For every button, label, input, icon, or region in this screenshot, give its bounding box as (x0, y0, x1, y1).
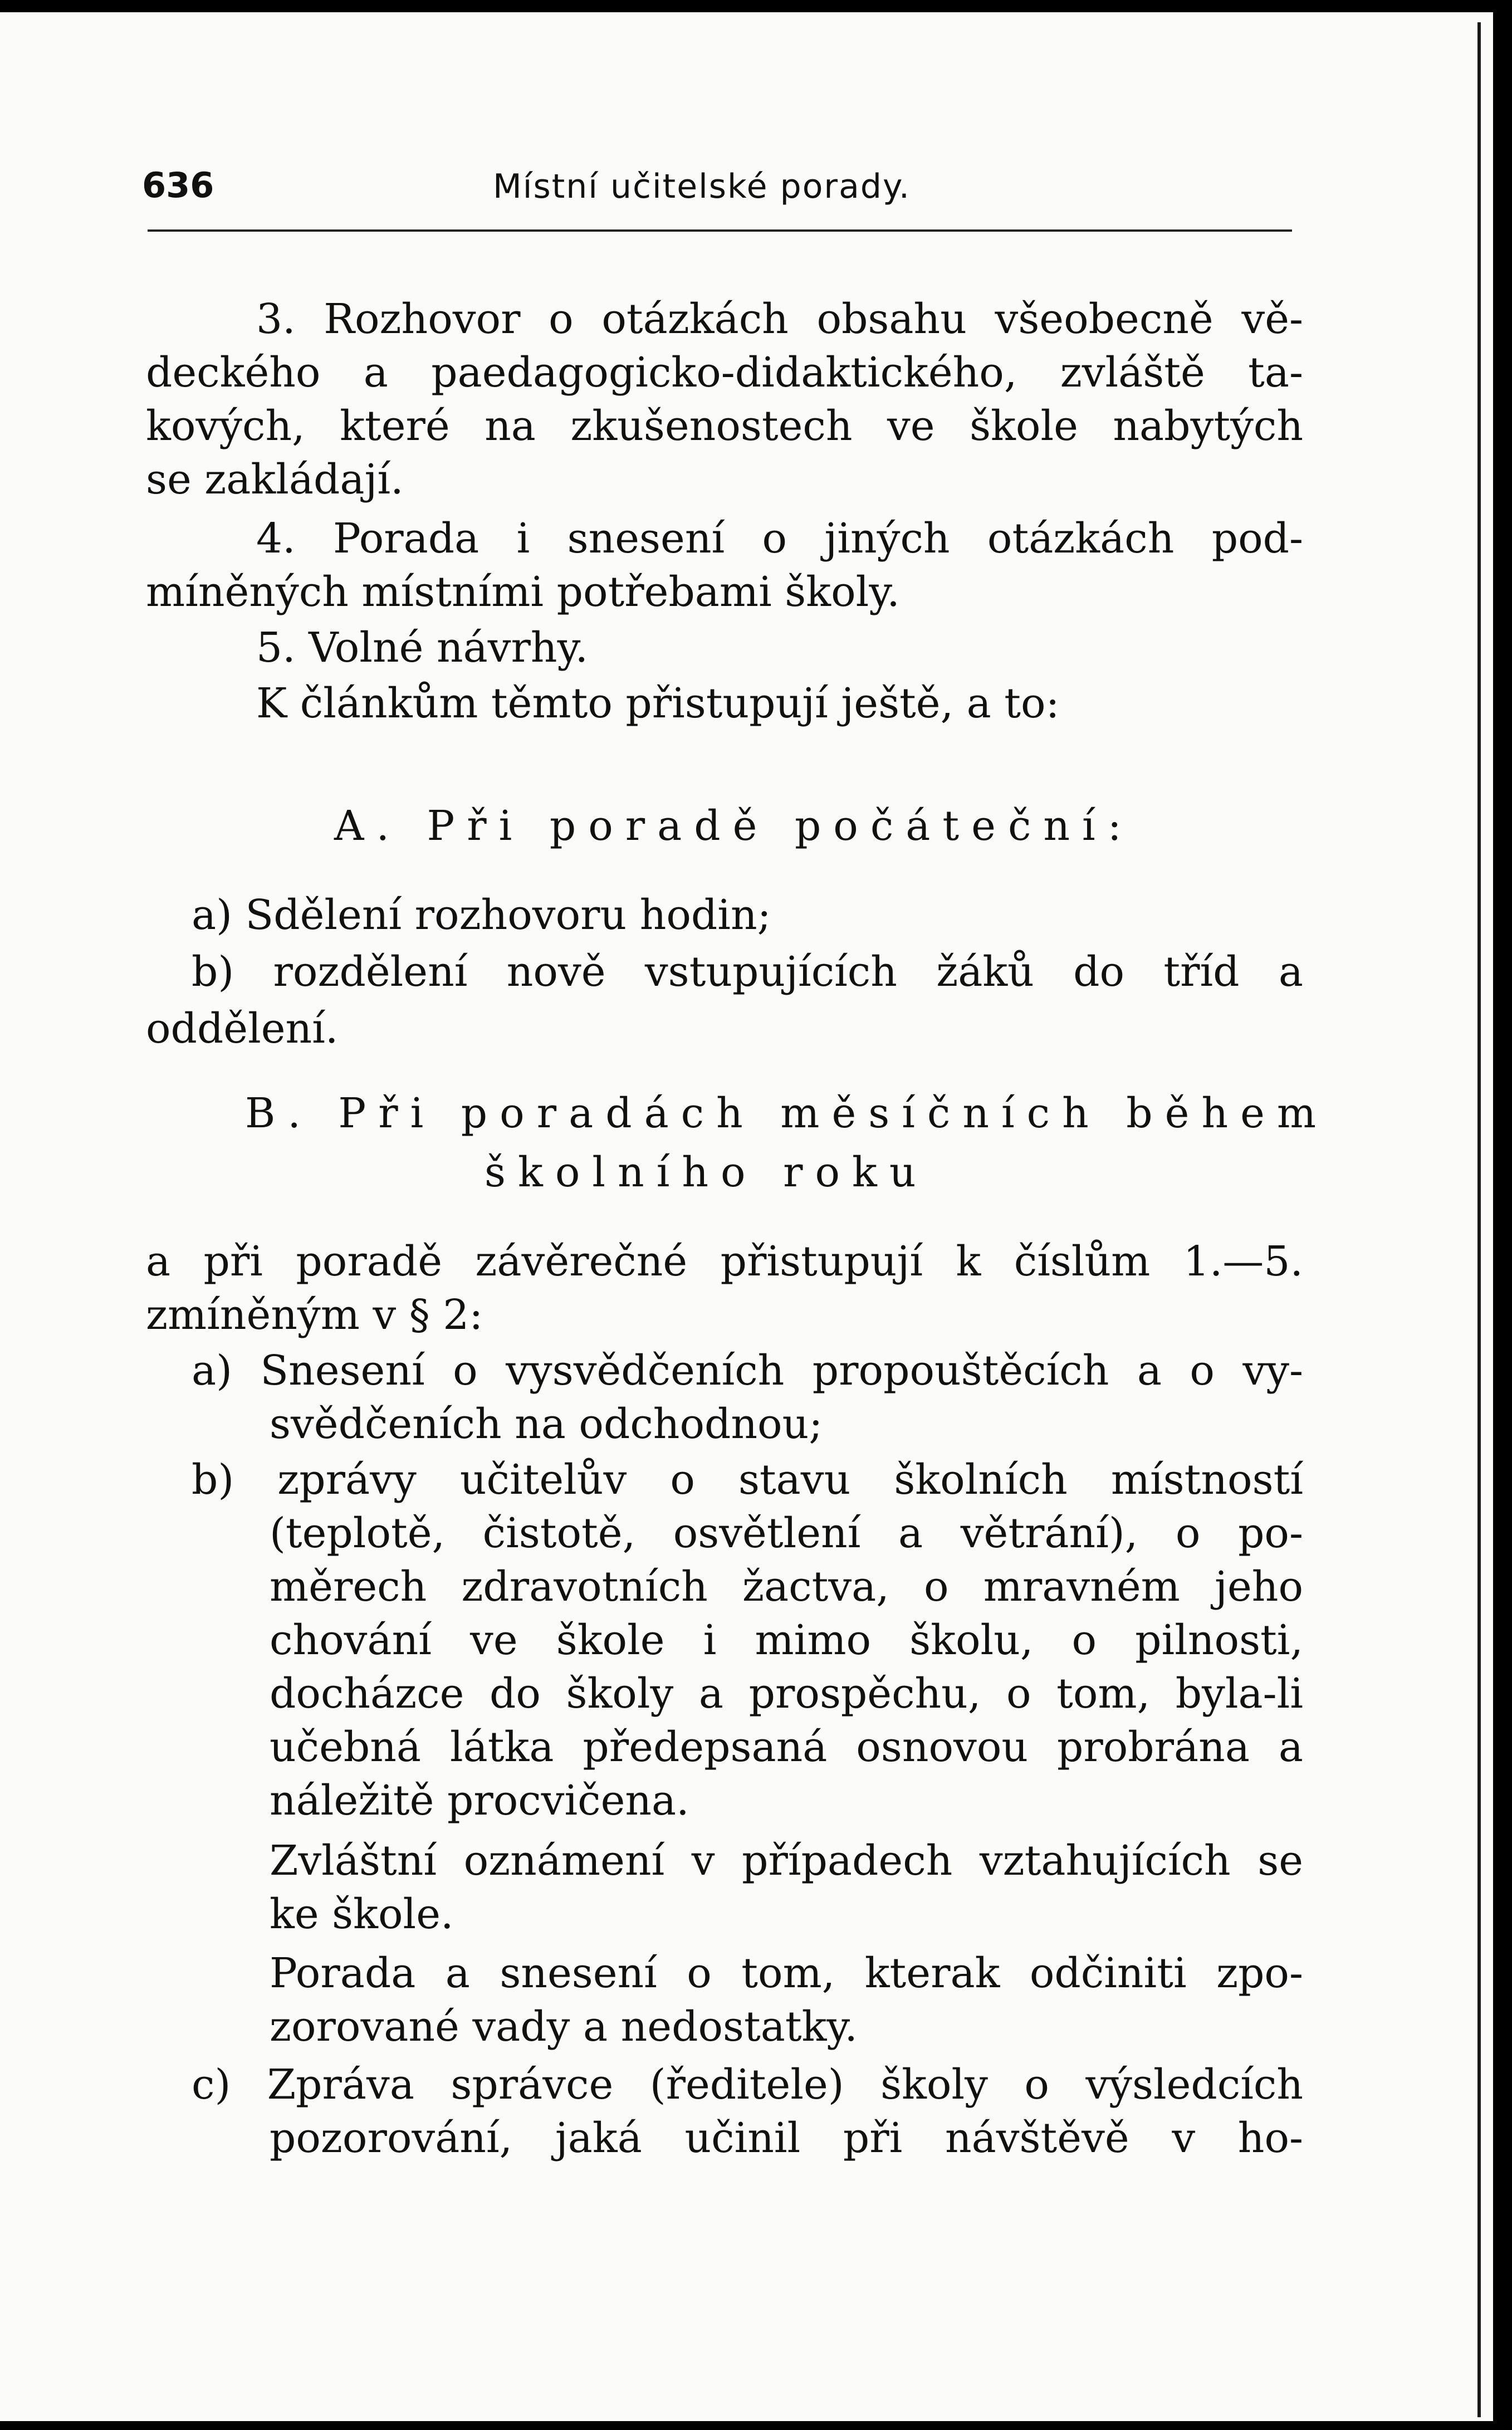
page-number: 636 (142, 165, 214, 206)
section-heading-a: A. Při poradě počáteční: (334, 802, 1134, 850)
text-line: Porada a snesení o tom, kterak odčiniti zpo- (270, 1949, 1303, 1997)
header-rule (148, 229, 1292, 232)
text-line: se zakládají. (146, 456, 404, 503)
list-item: a) Snesení o vysvědčeních propouštěcích a o vy- (192, 1347, 1303, 1395)
scan-edge-bottom (0, 2421, 1512, 2430)
text-line: učebná látka předepsaná osnovou probrána a (270, 1723, 1303, 1771)
text-line: míněných místními potřebami školy. (146, 568, 900, 616)
text-line: K článkům těmto přistupují ještě, a to: (256, 679, 1060, 727)
list-item: b) rozdělení nově vstupujících žáků do tříd a (192, 948, 1303, 996)
scan-edge-top (0, 0, 1512, 12)
list-item: c) Zpráva správce (ředitele) školy o výsledcích (192, 2061, 1303, 2109)
list-item: a) Sdělení rozhovoru hodin; (192, 891, 771, 939)
text-line: docházce do školy a prospěchu, o tom, byla-li (270, 1670, 1303, 1718)
text-line: ke škole. (270, 1890, 454, 1938)
text-line: pozorování, jaká učinil při návštěvě v ho- (270, 2114, 1303, 2162)
text-line: svědčeních na odchodnou; (270, 1400, 823, 1448)
scan-edge-shadow (1477, 22, 1481, 2417)
text-line: 5. Volné návrhy. (256, 624, 589, 672)
text-line: 4. Porada i snesení o jiných otázkách pod- (256, 515, 1303, 563)
text-line: kových, které na zkušenostech ve škole nabytých (146, 402, 1303, 450)
running-title: Místní učitelské porady. (493, 167, 911, 206)
text-line: Zvláštní oznámení v případech vztahujících se (270, 1837, 1303, 1885)
text-line: zorované vady a nedostatky. (270, 2003, 858, 2051)
text-line: a při poradě závěrečné přistupují k číslům 1.—5. (146, 1238, 1303, 1285)
text-line: náležitě procvičena. (270, 1777, 689, 1825)
text-line: zmíněným v § 2: (146, 1291, 483, 1339)
text-line: 3. Rozhovor o otázkách obsahu všeobecně vě- (256, 295, 1303, 343)
text-line: deckého a paedagogicko-didaktického, zvláště ta- (146, 349, 1303, 397)
section-heading-b-cont: školního roku (485, 1148, 928, 1196)
page-header (142, 165, 1295, 209)
text-line: měrech zdravotních žactva, o mravném jeho (270, 1563, 1303, 1611)
list-item: b) zprávy učitelův o stavu školních místností (192, 1456, 1303, 1504)
text-line: oddělení. (146, 1005, 339, 1053)
text-line: chování ve škole i mimo školu, o pilnosti, (270, 1616, 1303, 1664)
text-line: (teplotě, čistotě, osvětlení a větrání), o po- (270, 1509, 1303, 1557)
section-heading-b: B. Při poradách měsíčních během (245, 1089, 1329, 1137)
scan-edge-right (1493, 0, 1512, 2430)
